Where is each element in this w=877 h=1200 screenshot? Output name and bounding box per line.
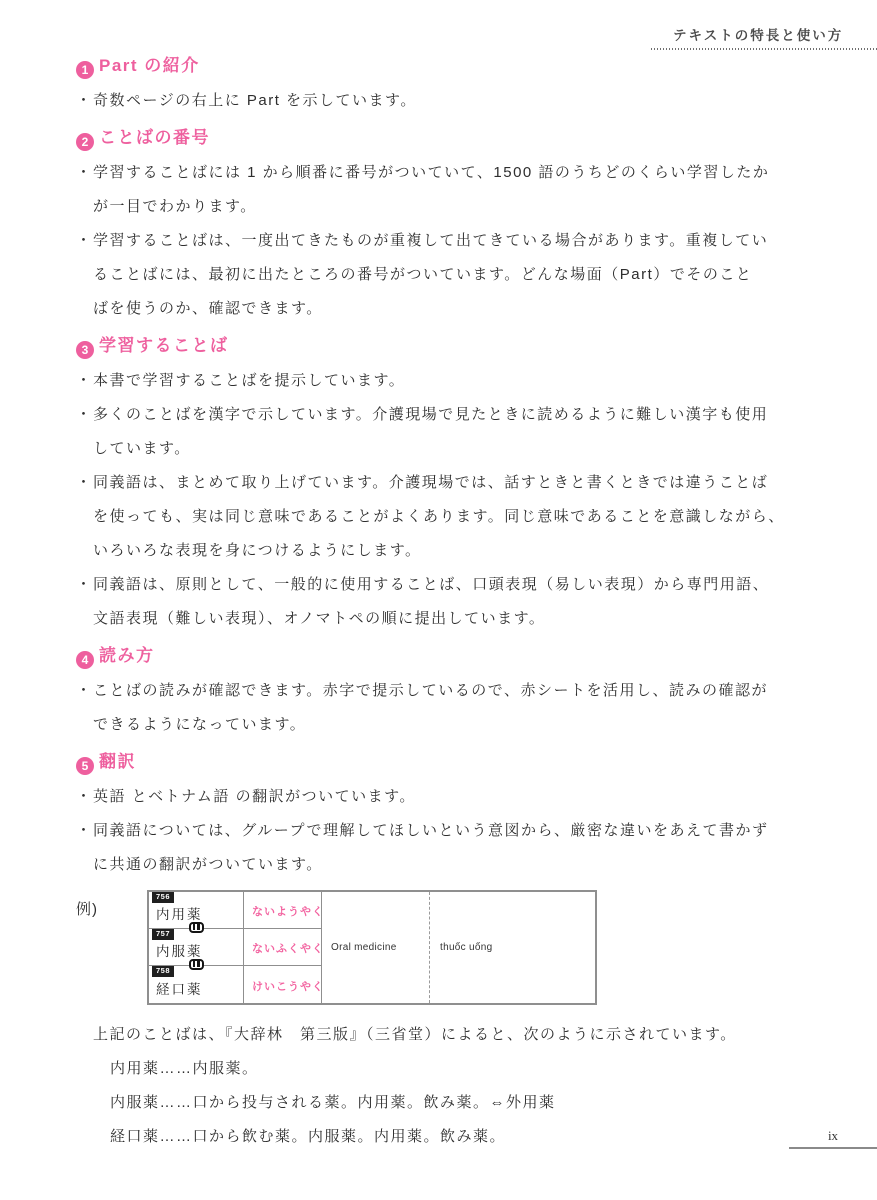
section-number-icon: 4 xyxy=(76,651,94,669)
vietnamese-translation: thuốc uống xyxy=(440,942,493,953)
bullet-line: に共通の翻訳がついています。 xyxy=(93,856,323,873)
bullet-line: ことばの読みが確認できます。赤字で提示しているので、赤シートを活用し、読みの確認が xyxy=(93,682,769,699)
bullet-marker: ・ xyxy=(76,232,92,249)
link-icon xyxy=(189,959,204,970)
section-title: 翻訳 xyxy=(99,752,136,771)
bullet-marker: ・ xyxy=(76,788,92,805)
bullet-marker: ・ xyxy=(76,682,92,699)
example-block xyxy=(76,890,822,1005)
word-text: 内服薬 xyxy=(156,944,203,959)
bullet-item xyxy=(76,466,822,568)
bullet-marker: ・ xyxy=(76,822,92,839)
bullet-line: しています。 xyxy=(93,440,191,457)
bullet-line: が一目でわかります。 xyxy=(93,198,257,215)
section-title: ことばの番号 xyxy=(99,128,210,147)
section-title: Part の紹介 xyxy=(99,56,200,75)
section-heading xyxy=(76,752,822,772)
word-number-badge: 756 xyxy=(152,892,174,903)
english-translation: Oral medicine xyxy=(331,942,397,953)
bullet-item xyxy=(76,364,822,398)
section-heading xyxy=(76,56,822,76)
bullet-line: ることばには、最初に出たところの番号がついています。どんな場面（Part）でそのこと xyxy=(93,266,753,283)
section-number-icon: 5 xyxy=(76,757,94,775)
page-number: ix xyxy=(789,1128,877,1149)
reading-text: ないふくやく xyxy=(252,943,324,955)
example-table xyxy=(147,890,597,1005)
bullet-line: いろいろな表現を身につけるようにします。 xyxy=(93,542,422,559)
word-text: 経口薬 xyxy=(156,982,203,997)
bullet-marker: ・ xyxy=(76,372,92,389)
section-title: 読み方 xyxy=(99,646,155,665)
bullet-item xyxy=(76,568,822,636)
section-translation xyxy=(76,752,822,882)
section-heading xyxy=(76,336,822,356)
bullet-marker: ・ xyxy=(76,164,92,181)
bullet-line: 文語表現（難しい表現）、オノマトペの順に提出しています。 xyxy=(93,610,546,627)
section-heading xyxy=(76,128,822,148)
english-translation-cell xyxy=(322,892,429,1003)
bullet-line: ばを使うのか、確認できます。 xyxy=(93,300,323,317)
example-label: 例) xyxy=(76,901,98,918)
bullet-item xyxy=(76,780,822,814)
bullet-line: 学習することばには 1 から順番に番号がついていて、1500 語のうちどのくらい学習したか xyxy=(93,164,770,181)
bullet-line: を使っても、実は同じ意味であることがよくあります。同じ意味であることを意識しながら、 xyxy=(93,508,785,525)
running-header xyxy=(651,24,877,50)
reading-text: けいこうやく xyxy=(252,981,324,993)
bullet-line: できるようになっています。 xyxy=(93,716,307,733)
dictionary-definition: 内服薬……口から投与される薬。内用薬。飲み薬。⇔外用薬 xyxy=(110,1094,556,1111)
bullet-marker: ・ xyxy=(76,406,92,423)
bullet-item xyxy=(76,814,822,882)
section-title: 学習することば xyxy=(99,336,229,355)
reading-cell xyxy=(244,929,322,966)
section-heading xyxy=(76,646,822,666)
word-text: 内用薬 xyxy=(156,907,203,922)
bullet-marker: ・ xyxy=(76,92,92,109)
bullet-line: 同義語は、原則として、一般的に使用することば、口頭表現（易しい表現）から専門用語、 xyxy=(93,576,770,593)
dictionary-citation xyxy=(76,1018,822,1154)
section-number-icon: 3 xyxy=(76,341,94,359)
section-word-numbers xyxy=(76,128,822,326)
bullet-line: 同義語については、グループで理解してほしいという意図から、厳密な違いをあえて書かず xyxy=(93,822,769,839)
bullet-line: 多くのことばを漢字で示しています。介護現場で見たときに読めるように難しい漢字も使用 xyxy=(93,406,769,423)
bullet-item xyxy=(76,398,822,466)
bullet-item xyxy=(76,224,822,326)
bullet-item xyxy=(76,674,822,742)
word-number-badge: 758 xyxy=(152,966,174,977)
bullet-marker: ・ xyxy=(76,576,92,593)
reading-cell xyxy=(244,966,322,1003)
dictionary-definition: 内用薬……内服薬。 xyxy=(110,1060,259,1077)
page-title: テキストの特長と使い方 xyxy=(673,28,844,43)
vietnamese-translation-cell xyxy=(429,892,595,1003)
reading-cell xyxy=(244,892,322,929)
word-cell xyxy=(149,966,244,1003)
section-number-icon: 2 xyxy=(76,133,94,151)
section-study-words xyxy=(76,336,822,636)
dictionary-definition: 経口薬……口から飲む薬。内服薬。内用薬。飲み薬。 xyxy=(110,1128,507,1145)
bullet-item xyxy=(76,156,822,224)
word-number-badge: 757 xyxy=(152,929,174,940)
section-part-intro xyxy=(76,56,822,118)
reading-text: ないようやく xyxy=(252,906,324,918)
bullet-line: 学習することばは、一度出てきたものが重複して出てきている場合があります。重複してい xyxy=(93,232,769,249)
dictionary-intro: 上記のことばは、『大辞林 第三版』（三省堂）によると、次のように示されています。 xyxy=(93,1026,737,1043)
section-readings xyxy=(76,646,822,742)
bullet-line: 奇数ページの右上に Part を示しています。 xyxy=(93,92,417,109)
bullet-line: 英語 とベトナム語 の翻訳がついています。 xyxy=(93,788,416,805)
bullet-line: 本書で学習することばを提示しています。 xyxy=(93,372,406,389)
bullet-line: 同義語は、まとめて取り上げています。介護現場では、話すときと書くときでは違うことば xyxy=(93,474,769,491)
bullet-marker: ・ xyxy=(76,474,92,491)
link-icon xyxy=(189,922,204,933)
bullet-item xyxy=(76,84,822,118)
section-number-icon: 1 xyxy=(76,61,94,79)
